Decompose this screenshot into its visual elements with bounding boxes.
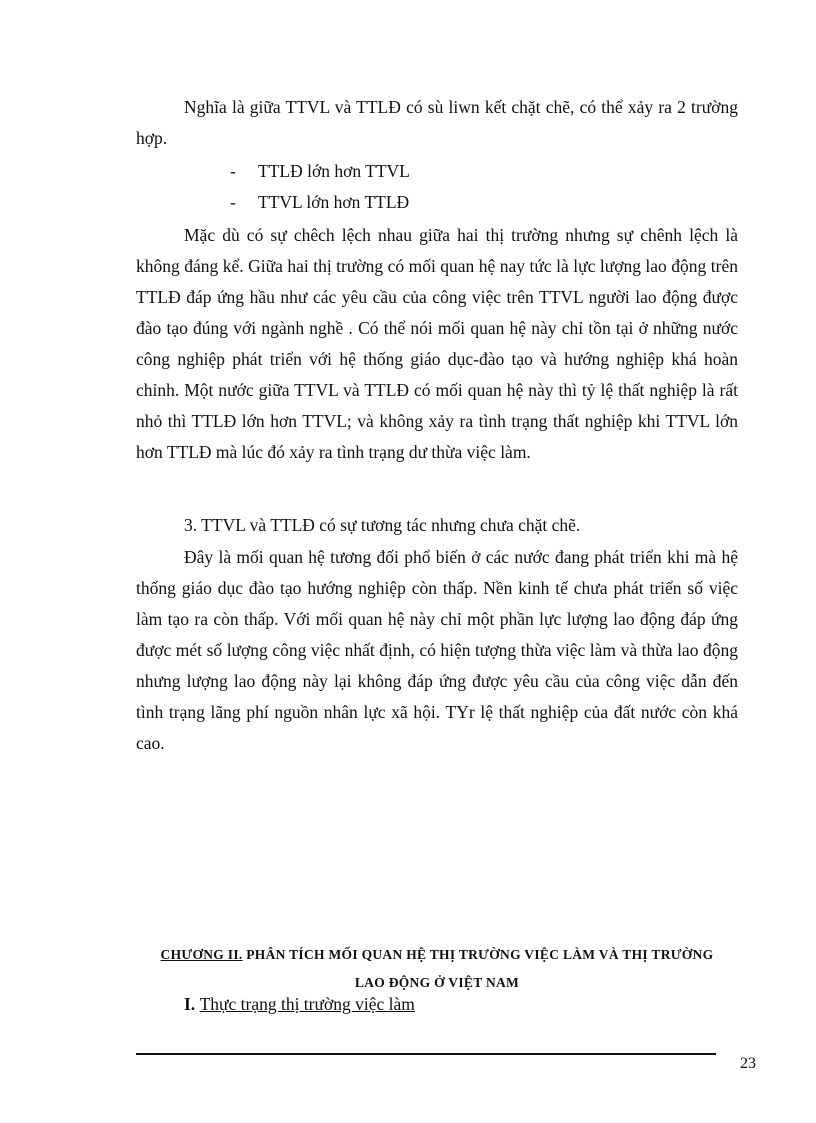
chapter-title-line1: PHÂN TÍCH MỐI QUAN HỆ THỊ TRƯỜNG VIỆC LÀM VÀ THỊ TRƯỜNG xyxy=(246,947,714,962)
bullet-marker: - xyxy=(230,192,236,212)
paragraph-intro: Nghĩa là giữa TTVL và TTLĐ có sù liwn kết chặt chẽ, có thể xảy ra 2 trường hợp. xyxy=(136,97,738,148)
footer-rule xyxy=(136,1053,716,1055)
list-item xyxy=(230,156,410,187)
list-item-text: TTVL lớn hơn TTLĐ xyxy=(258,192,410,212)
chapter-label: CHƯƠNG II. xyxy=(160,947,243,962)
numbered-heading: 3. TTVL và TTLĐ có sự tương tác nhưng chưa chặt chẽ. xyxy=(184,515,581,535)
list-item-text: TTLĐ lớn hơn TTVL xyxy=(258,161,410,181)
bullet-marker: - xyxy=(230,161,236,181)
paragraph-body-1: Mặc dù có sự chêch lệch nhau giữa hai thị trường nhưng sự chênh lệch là không đáng kể. Giữa hai thị trường có mối quan hệ nay tức là lực lượng lao động trên TTLĐ đáp ứng hầu như các yêu cầu của công việc trên TTVL người lao động được đào tạo đúng với ngành nghề . Có thể nói mối quan hệ này chỉ tồn tại ở những nước công nghiệp phát triển với hệ thống giáo dục-đào tạo và hướng nghiệp khá hoàn chỉnh. Một nước giữa TTVL và TTLĐ có mối quan hệ này thì tỷ lệ thất nghiệp là rất nhỏ thì TTLĐ lớn hơn TTVL; và không xảy ra tình trạng thất nghiệp khi TTVL lớn hơn TTLĐ mà lúc đó xảy ra tình trạng dư thừa việc làm. xyxy=(136,225,738,462)
section-title: Thực trạng thị trường việc làm xyxy=(199,994,415,1014)
chapter-heading xyxy=(136,941,738,997)
section-number: I. xyxy=(184,994,196,1014)
paragraph-body-2: Đây là mối quan hệ tương đối phổ biến ở các nước đang phát triển khi mà hệ thống giáo dục đào tạo hướng nghiệp còn thấp. Nền kinh tế chưa phát triển số việc làm tạo ra còn thấp. Với mối quan hệ này chỉ một phần lực lượng lao động đáp ứng được mét số lượng công việc nhất định, có hiện tượng thừa việc làm và thừa lao động nhưng lượng lao động này lại không đáp ứng được yêu cầu của công việc dẫn đến tình trạng lãng phí nguồn nhân lực xã hội. TYr lệ thất nghiệp của đất nước còn khá cao. xyxy=(136,547,738,753)
page-number: 23 xyxy=(740,1055,756,1072)
chapter-heading-line1 xyxy=(136,941,738,969)
section-heading xyxy=(184,994,415,1015)
list-item xyxy=(230,187,409,218)
chapter-title-line2: LAO ĐỘNG Ở VIỆT NAM xyxy=(354,975,520,990)
